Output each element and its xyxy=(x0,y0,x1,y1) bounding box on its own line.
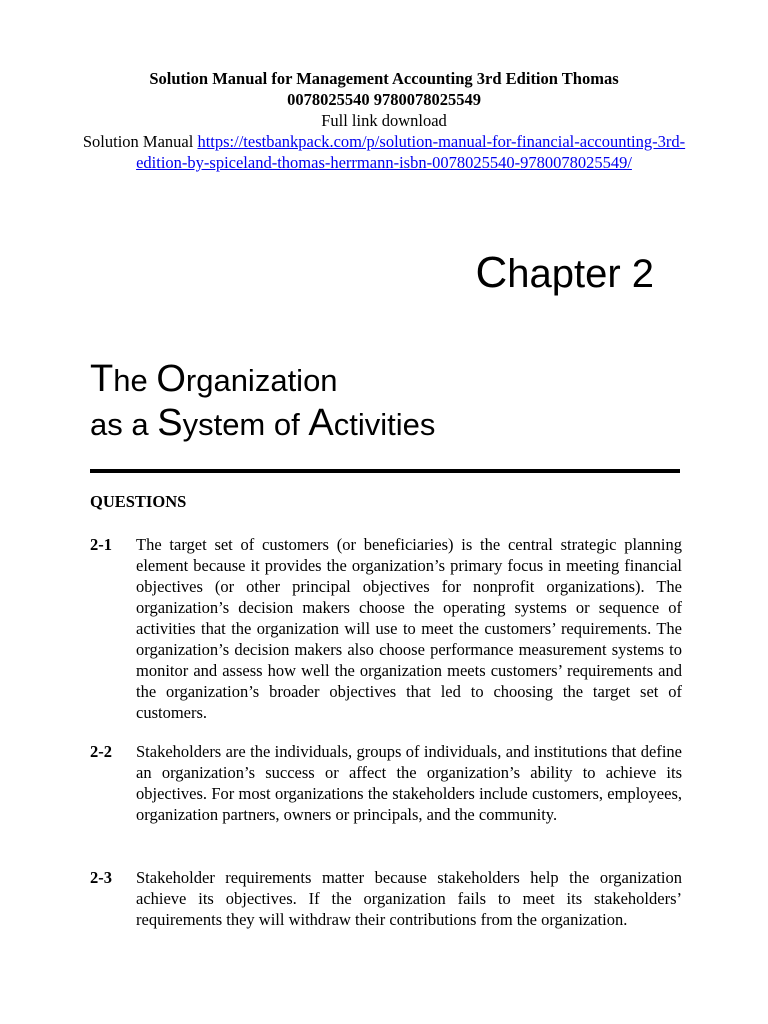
chapter-title xyxy=(90,358,690,446)
title-w4-rest: ctivities xyxy=(333,407,436,442)
title-w3-rest: ystem of xyxy=(182,407,309,442)
chapter-rest: hapter 2 xyxy=(507,252,654,296)
title-w3-initial: S xyxy=(157,402,183,444)
title-divider xyxy=(90,469,680,473)
question-item xyxy=(90,741,682,825)
solution-manual-link[interactable]: https://testbankpack.com/p/solution-manual-for-financial-accounting-3rd-edition-by-spiceland-thomas-herrmann-isbn-0078025540-9780078025549/ xyxy=(136,132,686,172)
header-isbn: 0078025540 9780078025549 xyxy=(287,90,481,109)
title-line2-start: as a xyxy=(90,407,158,442)
question-answer: Stakeholder requirements matter because stakeholders help the organization achieve its objectives. If the organization fails to meet its stakeholders’ requirements they will withdraw their contributions from the organization. xyxy=(136,868,682,929)
title-w4-initial: A xyxy=(308,402,334,444)
header-download-label: Full link download xyxy=(321,111,447,130)
questions-heading: QUESTIONS xyxy=(90,492,187,511)
title-w2-rest: rganization xyxy=(185,363,338,398)
header-link-line xyxy=(70,131,698,173)
title-w1-rest: he xyxy=(113,363,157,398)
question-answer: Stakeholders are the individuals, groups of individuals, and institutions that define an organization’s success or affect the organization’s ability to achieve its objectives. For most organizations the stakeholders include customers, employees, organization partners, owners or principals, and the community. xyxy=(136,742,682,824)
question-item xyxy=(90,534,682,723)
title-w2-initial: O xyxy=(156,358,186,400)
question-item xyxy=(90,867,682,930)
chapter-heading xyxy=(475,250,654,297)
header-title: Solution Manual for Management Accounting 3rd Edition Thomas xyxy=(149,69,619,88)
title-w1-initial: T xyxy=(90,358,114,400)
title-line-1 xyxy=(90,358,690,402)
document-header xyxy=(70,68,698,173)
title-line-2 xyxy=(90,402,690,446)
question-number: 2-3 xyxy=(90,868,112,887)
question-number: 2-1 xyxy=(90,535,112,554)
question-number: 2-2 xyxy=(90,742,112,761)
chapter-initial: C xyxy=(475,248,508,297)
header-link-prefix: Solution Manual xyxy=(82,132,198,151)
question-answer: The target set of customers (or beneficiaries) is the central strategic planning element because it provides the organization’s primary focus in meeting financial objectives (or other principal objectives for nonprofit organizations). The organization’s decision makers choose the operating systems or sequence of activities that the organization will use to meet the customers’ requirements. The organization’s decision makers also choose performance measurement systems to monitor and assess how well the organization meets customers’ requirements and the organization’s broader objectives that led to choosing the target set of customers. xyxy=(136,535,682,722)
